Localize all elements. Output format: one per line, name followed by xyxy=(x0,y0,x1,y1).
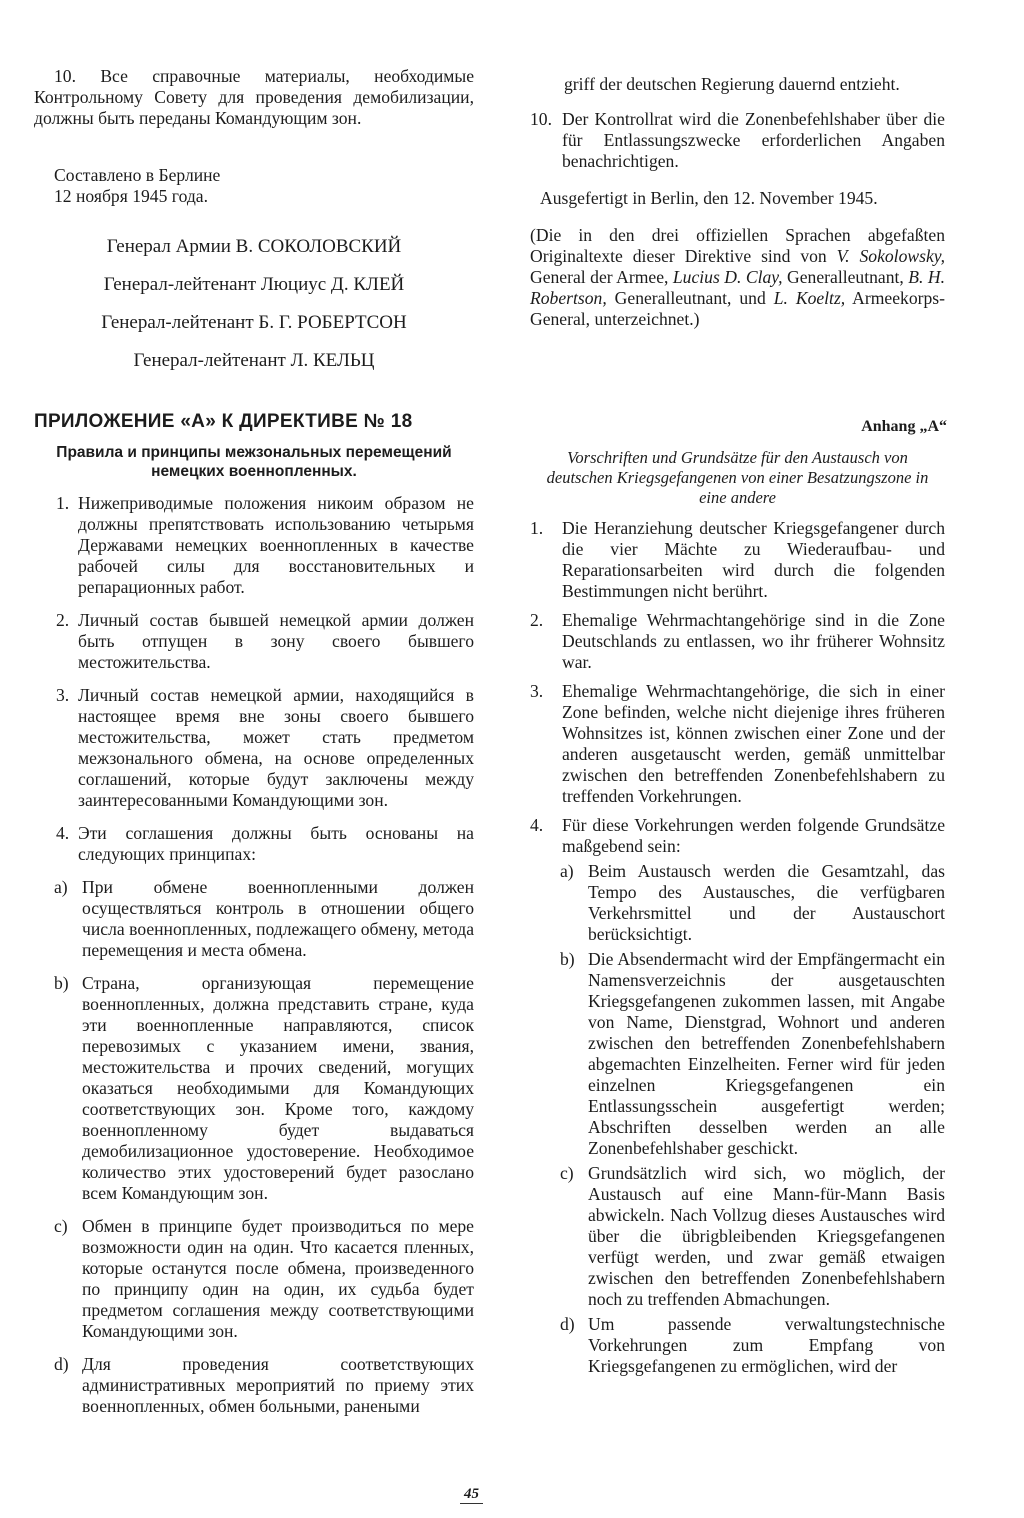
signature-2: Генерал-лейтенант Люциус Д. КЛЕЙ xyxy=(103,274,405,295)
item-text: Личный состав немецкой армии, находящийся в настоящее время вне зоны своего бывшего местожительства, может стать предметом межзонального обмена, на основе определенных соглашений, которые будут заключены между заинтересованными Командующими зон. xyxy=(78,685,474,810)
sub-item-number: b) xyxy=(54,973,69,993)
sub-item-number: a) xyxy=(560,861,574,881)
items-de xyxy=(530,518,945,1377)
item-number: 4. xyxy=(530,815,544,835)
sub-item xyxy=(54,973,474,1204)
sub-item xyxy=(54,1354,474,1417)
note-name: V. Sokolowsky, xyxy=(836,246,945,266)
date-ru: 12 ноября 1945 года. xyxy=(54,186,209,206)
list-item xyxy=(530,681,945,807)
item-number: 1. xyxy=(56,493,70,513)
signature-3: Генерал-лейтенант Б. Г. РОБЕРТСОН xyxy=(101,312,407,333)
item-text: Für diese Vorkehrungen werden folgende Grundsätze maßgebend sein: xyxy=(562,815,945,856)
continuation-de: griff der deutschen Regierung dauernd entzieht. xyxy=(564,74,900,94)
sub-item xyxy=(560,949,945,1159)
paragraph-10-ru: 10. Все справочные материалы, необходимые Контрольному Совету для проведения демобилизации, должны быть переданы Командующим зон. xyxy=(34,66,474,128)
anhang-heading-de: Anhang „A“ xyxy=(861,418,947,435)
page-number: 45 xyxy=(460,1486,483,1504)
item-text: Der Kontrollrat wird die Zonenbefehlshaber über die für Entlassungszwecke erforderlichen Angaben benachrichtigen. xyxy=(562,109,945,171)
subitems-ru xyxy=(54,877,474,1417)
subitems-de xyxy=(560,861,945,1377)
note-name: L. Koeltz, xyxy=(773,288,846,308)
note-text: Generalleutnant, und xyxy=(606,288,774,308)
item-text: Эти соглашения должны быть основаны на следующих принципах: xyxy=(78,823,474,864)
list-item xyxy=(530,610,945,673)
signature-1: Генерал Армии В. СОКОЛОВСКИЙ xyxy=(106,236,402,257)
sub-item xyxy=(560,1314,945,1377)
note-text: General der Armee, xyxy=(530,267,673,287)
sub-item-text: Grundsätzlich wird sich, wo möglich, der Austausch auf eine Mann-für-Mann Basis abwickeln. Nach Vollzug dieses Austausches wird über die übrigbleibenden Kriegsgefangenen verfügt werden, und zwar gemäß etwaigen zwischen den betreffenden Zonenbefehlshabern noch zu treffenden Abmachungen. xyxy=(588,1163,945,1309)
item-text: Ehemalige Wehrmachtangehörige, die sich in einer Zone befinden, welche nicht diejenige ihres früheren Wohnsitzes ist, können zwischen einer Zone und der anderen ausgetauscht werden, gemäß unmittelbar zwischen den betreffenden Zonenbefehlshabern zu treffenden Vorkehrungen. xyxy=(562,681,945,806)
items-ru xyxy=(34,493,474,1417)
item-number: 1. xyxy=(530,518,544,538)
sub-item-number: c) xyxy=(560,1163,574,1183)
paragraph-10-de xyxy=(530,109,945,172)
list-item xyxy=(34,610,474,673)
sub-item-text: Die Absendermacht wird der Empfängermacht ein Namensverzeichnis der ausgetauschten Kriegsgefangenen zukommen lassen, mit Angabe von Name, Dienstgrad, Wohnort und anderen zwischen den betreffenden Zonenbefehlshabern abgemachten Einzelheiten. Ferner wird für jeden einzelnen Kriegsgefangenen ein Entlassungsschein ausgefertigt werden; Abschriften desselben werden an alle Zonenbefehlshaber geschickt. xyxy=(588,949,945,1158)
item-number: 3. xyxy=(56,685,70,705)
item-number: 2. xyxy=(530,610,544,630)
sub-item xyxy=(54,877,474,961)
sub-item-number: d) xyxy=(560,1314,575,1334)
item-number: 4. xyxy=(56,823,70,843)
item-number: 10. xyxy=(530,109,552,129)
list-item xyxy=(530,518,945,602)
list-item xyxy=(530,815,945,857)
signatories-note-de xyxy=(530,225,945,330)
signatures-ru xyxy=(34,235,474,373)
sub-item-number: c) xyxy=(54,1216,68,1236)
sub-item-number: b) xyxy=(560,949,575,969)
list-item xyxy=(34,493,474,598)
sub-item-text: Обмен в принципе будет производиться по мере возможности один на один. Что касается пленных, которые останутся после обмена, произведенного по принципу один на один, их судьба будет предметом соглашения между соответствующими Командующими зон. xyxy=(82,1216,474,1341)
note-text: (Die in den drei offiziellen Sprachen abgefaßten Originaltexte dieser Direktive sind von xyxy=(530,225,945,266)
note-text: Armeekorps-General, unterzeichnet.) xyxy=(530,288,945,329)
place-ru: Составлено в Берлине xyxy=(54,165,221,185)
sub-item-text: Для проведения соответствующих административных мероприятий по приему этих военнопленных, обмен больными, ранеными xyxy=(82,1354,474,1416)
place-date-de: Ausgefertigt in Berlin, den 12. November 1945. xyxy=(540,188,878,208)
sub-item-text: Beim Austausch werden die Gesamtzahl, das Tempo des Austausches, die verfügbaren Verkehrsmittel und der Austauschort berücksichtigt. xyxy=(588,861,945,944)
appendix-heading-ru: ПРИЛОЖЕНИЕ «А» К ДИРЕКТИВЕ № 18 xyxy=(34,411,413,432)
item-number: 3. xyxy=(530,681,544,701)
sub-item-text: Страна, организующая перемещение военнопленных, должна представить стране, куда эти военнопленные направляются, список перевозимых с указанием имени, звания, местожительства и прочих сведений, могущих оказаться необходимыми для Командующих соответствующих зон. Кроме того, каждому военнопленному будет выдаваться демобилизационное удостоверение. Необходимое количество этих удостоверений будет разослано всем Командующим зон. xyxy=(82,973,474,1203)
item-text: Личный состав бывшей немецкой армии должен быть отпущен в зону своего бывшего местожительства. xyxy=(78,610,474,672)
item-number: 2. xyxy=(56,610,70,630)
note-text: Generalleutnant, xyxy=(782,267,909,287)
russian-column xyxy=(34,66,474,1417)
place-date-ru xyxy=(54,165,474,207)
german-column xyxy=(530,74,945,1377)
sub-item-number: a) xyxy=(54,877,68,897)
list-item xyxy=(34,823,474,865)
sub-item xyxy=(560,1163,945,1310)
note-name: Lucius D. Clay, xyxy=(672,267,783,287)
item-text: Нижеприводимые положения никоим образом не должны препятствовать использованию четырьмя Державами немецких военнопленных в качестве рабочей силы для восстановительных и репарационных работ. xyxy=(78,493,474,597)
sub-item-number: d) xyxy=(54,1354,69,1374)
sub-item xyxy=(54,1216,474,1342)
appendix-subheading-ru: Правила и принципы межзональных перемещений немецких военнопленных. xyxy=(56,444,452,480)
item-text: Die Heranziehung deutscher Kriegsgefangener durch die vier Mächte zu Wiederaufbau- und Reparationsarbeiten wird durch die folgenden Bestimmungen nicht berührt. xyxy=(562,518,945,601)
note-name: B. H. Robertson, xyxy=(530,267,945,308)
anhang-subheading-de: Vorschriften und Grundsätze für den Austausch von deutschen Kriegsgefangenen von einer Besatzungszone in eine andere xyxy=(546,448,929,507)
signature-4: Генерал-лейтенант Л. КЕЛЬЦ xyxy=(133,350,375,371)
list-item xyxy=(34,685,474,811)
sub-item-text: При обмене военнопленными должен осуществляться контроль в отношении общего числа военнопленных, подлежащего обмену, метода перемещения и места обмена. xyxy=(82,877,474,960)
item-text: Ehemalige Wehrmachtangehörige sind in die Zone Deutschlands zu entlassen, wo ihr früherer Wohnsitz war. xyxy=(562,610,945,672)
sub-item-text: Um passende verwaltungstechnische Vorkehrungen zum Empfang von Kriegsgefangenen zu ermöglichen, wird der xyxy=(588,1314,945,1376)
sub-item xyxy=(560,861,945,945)
